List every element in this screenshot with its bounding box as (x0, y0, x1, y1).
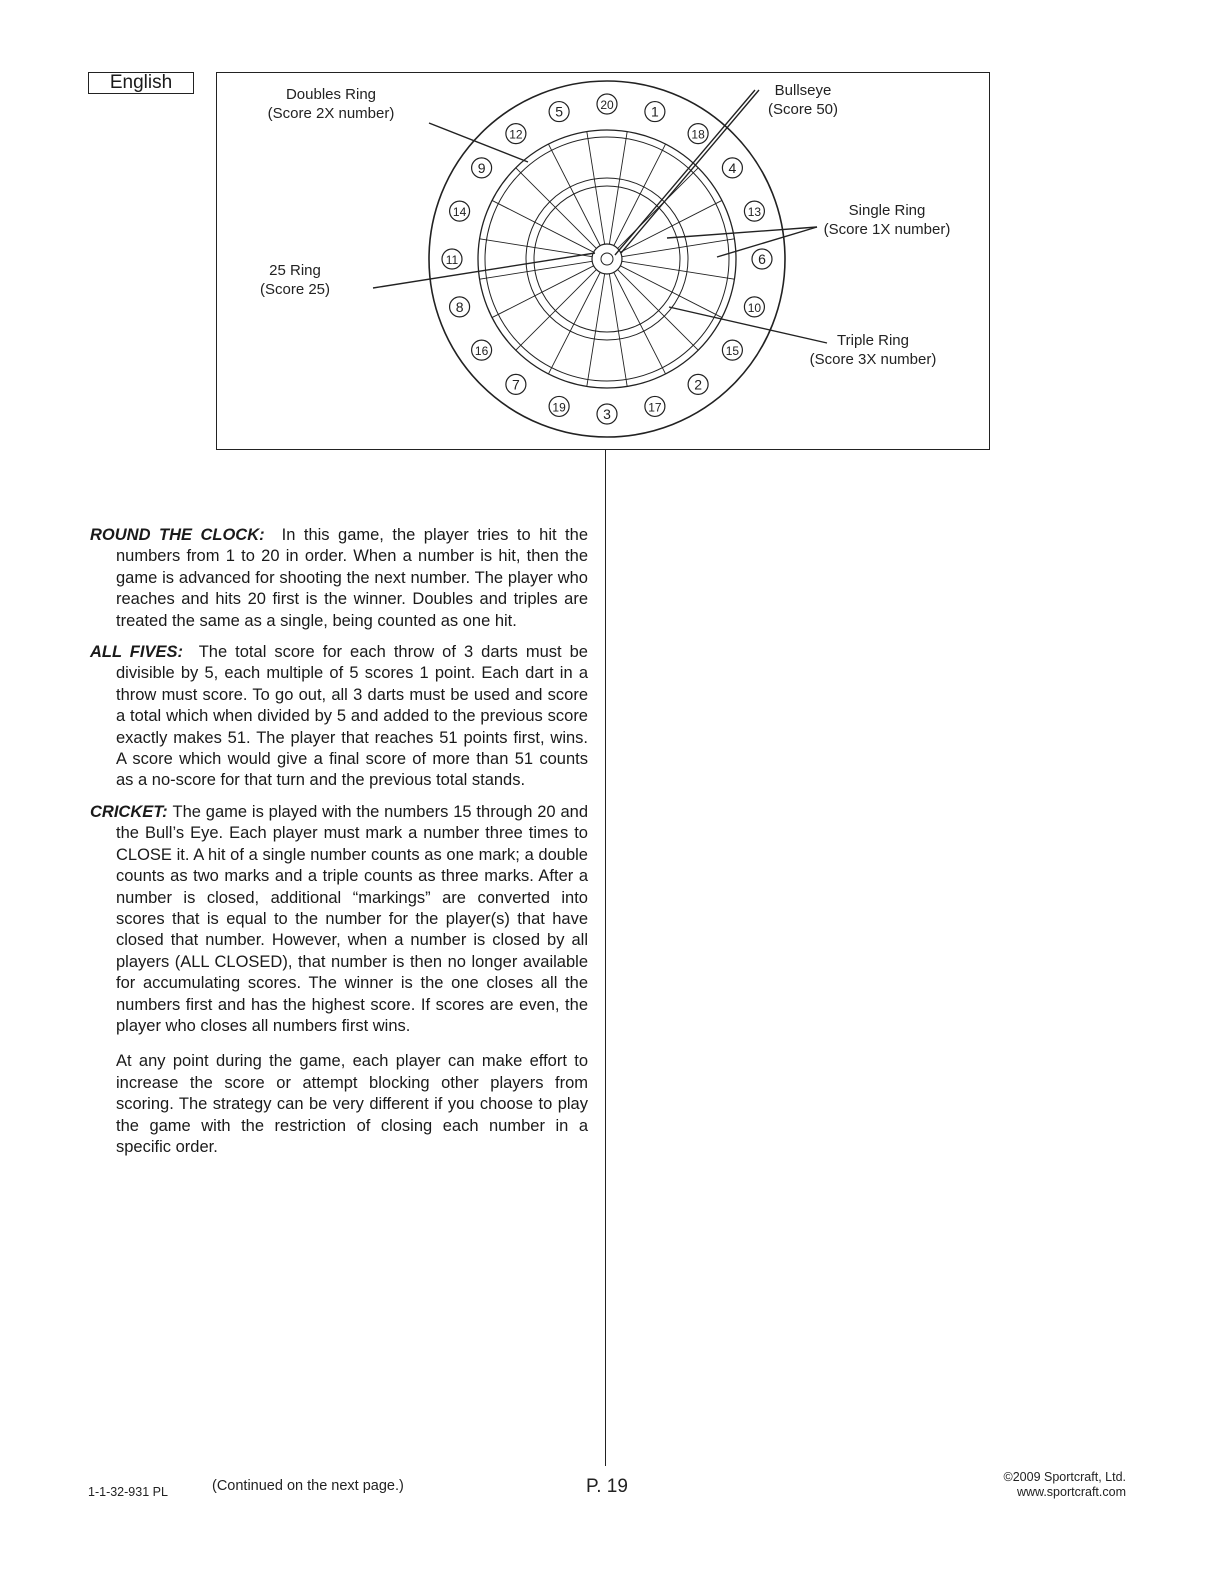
segment-number-6 (752, 249, 772, 269)
rule-round-the-clock: ROUND THE CLOCK: In this game, the player tries to hit the numbers from 1 to 20 in order. When a number is hit, then the game is advanced for shooting the next number. The player who reaches and hits 20 first is the winner. Doubles and triples are treated the same as a single, being counted as one hit. (90, 526, 588, 630)
segment-number-text: 6 (758, 251, 766, 267)
segment-number-20 (597, 94, 617, 114)
page-number: P. 19 (586, 1476, 628, 1497)
website: www.sportcraft.com (1016, 1485, 1126, 1499)
segment-number-10 (744, 297, 764, 317)
segment-number-text: 14 (452, 205, 467, 220)
segment-number-text: 13 (747, 205, 762, 220)
single-ring-label: Single Ring (Score 1X number) (823, 202, 951, 238)
segment-number-11 (442, 249, 462, 269)
ring25-leader-line (373, 253, 595, 288)
segment-number-19 (549, 396, 569, 416)
segment-divider (614, 272, 666, 374)
segment-number-text: 8 (455, 298, 464, 315)
column-divider (605, 449, 606, 1466)
segment-number-12 (506, 124, 526, 144)
segment-number-text: 9 (477, 159, 486, 176)
segment-divider (548, 272, 600, 374)
segment-number-text: 10 (747, 300, 762, 315)
part-number: 1-1-32-931 PL (88, 1485, 168, 1499)
segment-divider (548, 144, 600, 246)
segment-number-text: 12 (509, 127, 523, 142)
segment-number-2 (688, 374, 708, 394)
doubles-ring-label: Doubles Ring (Score 2X number) (267, 86, 395, 122)
segment-number-text: 18 (691, 127, 705, 142)
segment-number-13 (744, 201, 764, 221)
segment-number-text: 16 (474, 344, 489, 359)
segment-number-14 (450, 201, 470, 221)
segment-number-text: 4 (728, 159, 737, 176)
language-badge: English (88, 72, 194, 94)
rule-cricket-continued: At any point during the game, each player can make effort to increase the score or attempt blocking other players from scoring. The strategy can be very different if you choose to play the game with the restriction of closing each number in a specific order. (116, 1052, 588, 1156)
segment-number-text: 11 (445, 253, 459, 267)
segment-divider (492, 266, 594, 318)
segment-divider (492, 200, 594, 252)
segment-number-text: 5 (555, 103, 564, 120)
copyright: ©2009 Sportcraft, Ltd. (1003, 1470, 1126, 1484)
segment-number-15 (722, 340, 742, 360)
segment-number-8 (450, 297, 470, 317)
segment-number-4 (722, 158, 742, 178)
segment-number-9 (472, 158, 492, 178)
game-rules (90, 525, 588, 1168)
segment-number-7 (506, 374, 526, 394)
segment-number-17 (645, 396, 665, 416)
dartboard-diagram (216, 72, 990, 450)
segment-number-text: 19 (552, 400, 566, 415)
segment-number-text: 3 (603, 406, 611, 422)
rule-all-fives: ALL FIVES: The total score for each throw of 3 darts must be divisible by 5, each multiple of 5 scores 1 point. Each dart in a throw must score. To go out, all 3 darts must be used and score a total which when divided by 5 and added to the previous score exactly makes 51. The player that reaches 51 points first, wins. A score which would give a final score of more than 51 counts as a no-score for that turn and the previous total stands. (90, 643, 588, 790)
bullseye (601, 253, 613, 265)
segment-number-text: 1 (650, 103, 659, 120)
segment-number-text: 20 (600, 98, 614, 112)
ring-25 (592, 244, 622, 274)
segment-number-16 (472, 340, 492, 360)
continued-note: (Continued on the next page.) (212, 1478, 404, 1494)
ring25-label: 25 Ring (Score 25) (259, 262, 331, 298)
segment-number-text: 15 (725, 344, 740, 359)
segment-divider (618, 270, 699, 351)
copyright-block (930, 1470, 1126, 1500)
dartboard (429, 81, 785, 437)
segment-divider (620, 266, 722, 318)
bullseye-label: Bullseye (Score 50) (767, 82, 839, 118)
segment-number-text: 2 (694, 376, 703, 393)
segment-divider (516, 168, 597, 249)
board-outer-edge (429, 81, 785, 437)
single-leader-line-1 (667, 227, 817, 238)
segment-number-text: 7 (511, 376, 520, 393)
segment-divider (620, 200, 722, 252)
rule-cricket: CRICKET: The game is played with the numbers 15 through 20 and the Bull’s Eye. Each player must mark a number three times to CLOSE it. A hit of a single number counts as one mark; a double counts as two marks and a triple counts as three marks. After a number is closed, additional “markings” are converted into scores that is equal to the number for the player(s) that have closed that number. However, when a number is closed by all players (ALL CLOSED), that number is then no longer available for accumulating scores. The winner is the one closes all the numbers first and has the highest score. If scores are even, the player who closes all numbers first wins. (90, 802, 588, 1035)
segment-divider (516, 270, 597, 351)
segment-number-text: 17 (648, 400, 662, 415)
segment-number-18 (688, 124, 708, 144)
triple-ring-label: Triple Ring (Score 3X number) (809, 332, 937, 368)
segment-number-1 (645, 102, 665, 122)
segment-number-5 (549, 102, 569, 122)
segment-number-3 (597, 404, 617, 424)
